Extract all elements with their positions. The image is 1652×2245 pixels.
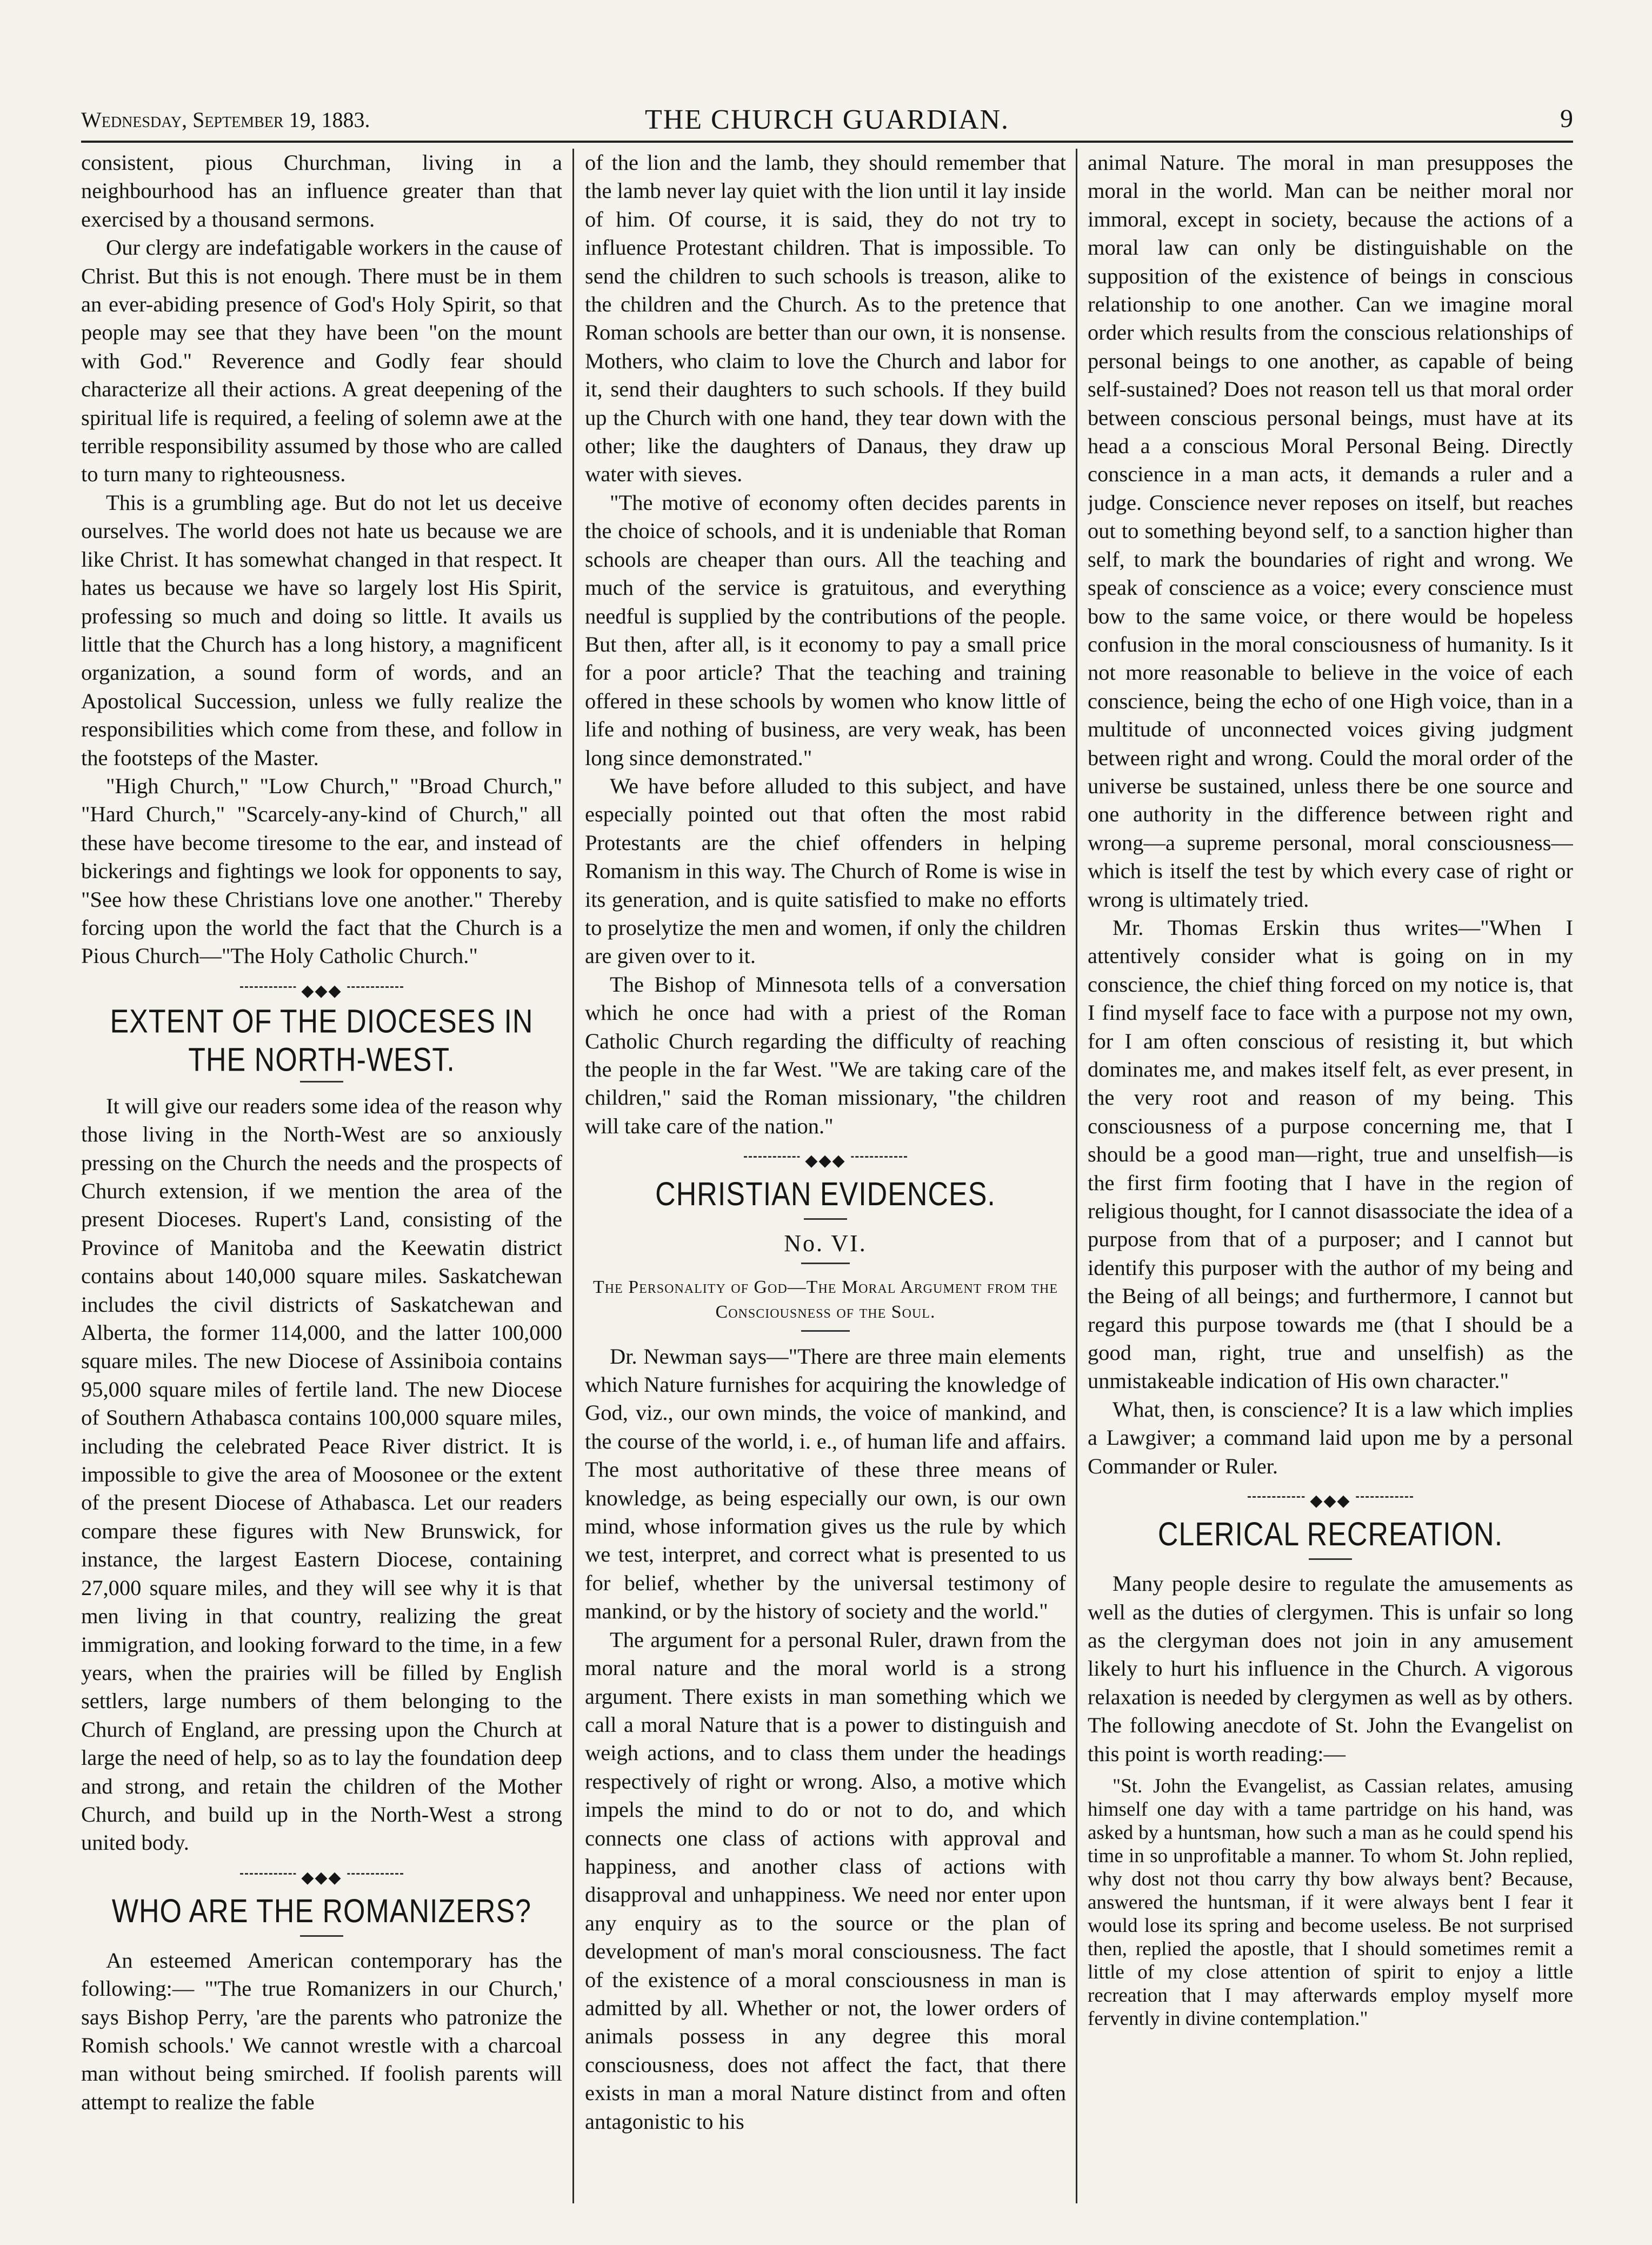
column-3 xyxy=(1088,149,1573,2203)
column-1 xyxy=(81,149,562,2203)
article-subtitle: The Personality of God—The Moral Argument from the Consciousness of the Soul. xyxy=(592,1277,1058,1322)
paragraph: It will give our readers some idea of the reason why those living in the North-West are so anxiously pressing on the Church the needs and the prospects of Church extension, if we mention the area of the present Dioceses. Rupert's Land, consisting of the Province of Manitoba and the Keewatin district contains about 140,000 square miles. Saskatchewan includes the civil districts of Saskatchewan and Alberta, the former 114,000, and the latter 100,000 square miles. The new Diocese of Assiniboia contains 95,000 square miles of fertile land. The new Diocese of Southern Athabasca contains 100,000 square miles, including the celebrated Peace River district. It is impossible to give the area of Moosonee or the extent of the present Diocese of Athabasca. Let our readers compare these figures with New Brunswick, for instance, the largest Eastern Diocese, containing 27,000 square miles, and they will see why it is that men living in that country, realizing the great immigration, and looking forward to the time, in a few years, when the prairies will be filled by English settlers, large numbers of them belonging to the Church of England, are pressing upon the Church at large the need of help, so as to lay the foundation deep and strong, and retain the children of the Mother Church, and build up in the North-West a strong united body. xyxy=(81,1093,562,1855)
column-rule xyxy=(1076,149,1077,2203)
paragraph: An esteemed American contemporary has the following:— "'The true Romanizers in our Church,' says Bishop Perry, 'are the parents who patronize the Romish schools.' We cannot wrestle with a charcoal man without being smirched. If foolish parents will attempt to realize the fable xyxy=(81,1948,562,2114)
page-number: 9 xyxy=(1560,104,1573,133)
newspaper-title: THE CHURCH GUARDIAN. xyxy=(644,104,1010,135)
paragraph: Mr. Thomas Erskin thus writes—"When I attentively consider what is going on in my conscience, the chief thing forced on my notice is, that I find myself face to face with a purpose not my own, for I am often conscious of resisting it, but which dominates me, and makes itself felt, as ever present, in the very root and reason of my being. This consciousness of a purpose concerning me, that I should be a good man—right, true and unselfish—is the first firm footing that I have in the region of religious thought, for I cannot disassociate the idea of a purpose from that of a purposer; and I cannot but identify this purposer with the author of my being and the Being of all beings; and furthermore, I cannot but regard this purpose towards me (that I should be a good man, right, true and unselfish) as the unmistakeable indication of His own character." xyxy=(1088,915,1573,1393)
paragraph: consistent, pious Churchman, living in a neighbourhood has an influence greater than that exercised by a thousand sermons. xyxy=(81,150,562,231)
column-rule xyxy=(572,149,574,2203)
heading-rule xyxy=(300,1935,343,1937)
paragraph: Many people desire to regulate the amusements as well as the duties of clergymen. This is unfair so long as the clergyman does not join in any amusement likely to hurt his influence in the Church. A vigorous relaxation is needed by clergymen as well as by others. The following anecdote of St. John the Evangelist on this point is worth reading:— xyxy=(1088,1571,1573,1766)
paragraph: Our clergy are indefatigable workers in the cause of Christ. But this is not enough. There must be in them an ever-abiding presence of God's Holy Spirit, so that people may see that they have been "on the mount with God." Reverence and Godly fear should characterize all their actions. A great deepening of the spiritual life is required, a feeling of solemn awe at the terrible responsibility assumed by those who are called to turn many to righteousness. xyxy=(81,235,562,487)
quoted-anecdote: "St. John the Evangelist, as Cassian relates, amusing himself one day with a tame partridge on his hand, was asked by a huntsman, how such a man as he could spend his time in so unprofitable a manner. To whom St. John replied, why dost not thou carry thy bow always bent? Because, answered the huntsman, if it were always bent I fear it would lose its spring and become useless. Be not surprised then, replied the apostle, that I should sometimes remit a little of my close attention of spirit to enjoy a little recreation that I may afterwards employ myself more fervently in divine contemplation." xyxy=(1088,1775,1573,2030)
masthead xyxy=(81,103,1573,143)
paragraph: animal Nature. The moral in man presupposes the moral in the world. Man can be neither moral nor immoral, except in society, because the actions of a moral law can only be distinguishable on the supposition of the existence of beings in conscious relationship to one another. Can we imagine moral order which results from the conscious relationships of personal beings to one another, as capable of being self-sustained? Does not reason tell us that moral order between conscious personal beings, must have at its head a a conscious Moral Personal Being. Directly conscience in a man acts, it demands a ruler and a judge. Conscience never reposes on itself, but reaches out to something beyond self, to a sanction higher than self, to mark the boundaries of right and wrong. We speak of conscience as a voice; every conscience must bow to the same voice, or there would be hopeless confusion in the moral consciousness of humanity. Is it not more reasonable to believe in the voice of each conscience, being the echo of one High voice, than in a multitude of unconnected voices giving judgment between right and wrong. Could the moral order of the universe be sustained, unless there be one source and one authority in the difference between right and wrong—a supreme personal, moral consciousness—which is itself the test by which every case of right or wrong is ultimately tried. xyxy=(1088,150,1573,912)
heading-rule xyxy=(1309,1558,1352,1560)
paragraph: The Bishop of Minnesota tells of a conversation which he once had with a priest of the Roman Catholic Church regarding the difficulty of reaching the people in the far West. "We are taking care of the children," said the Roman missionary, "the children will take care of the nation." xyxy=(585,972,1066,1138)
article-heading: WHO ARE THE ROMANIZERS? xyxy=(111,1892,532,1930)
paragraph: This is a grumbling age. But do not let us deceive ourselves. The world does not hate us because we are like Christ. It has somewhat changed in that respect. It hates us because we have so largely lost His Spirit, professing so much and doing so little. It avails us little that the Church has a long history, a magnificent organization, a sound form of words, and an Apostolical Succession, unless we fully realize the responsibilities which come from these, and follow in the footsteps of the Master. xyxy=(81,490,562,770)
section-separator: ◆◆◆ xyxy=(81,1863,562,1884)
article-heading: CHRISTIAN EVIDENCES. xyxy=(655,1175,996,1213)
section-separator: ◆◆◆ xyxy=(1088,1486,1573,1507)
heading-rule xyxy=(804,1218,847,1220)
paragraph: "The motive of economy often decides parents in the choice of schools, and it is undeniable that Roman schools are cheaper than ours. All the teaching and much of the service is gratuitous, and everything needful is supplied by the contributions of the people. But then, after all, is it economy to pay a small price for a poor article? That the teaching and training offered in these schools by women who know little of life and nothing of business, are very weak, has been long since demonstrated." xyxy=(585,490,1066,770)
heading-rule xyxy=(801,1263,850,1264)
heading-rule xyxy=(801,1330,850,1332)
section-separator: ◆◆◆ xyxy=(81,976,562,998)
series-number: No. VI. xyxy=(784,1230,867,1257)
article-heading: CLERICAL RECREATION. xyxy=(1157,1516,1503,1553)
paragraph: "High Church," "Low Church," "Broad Church," "Hard Church," "Scarcely-any-kind of Church," all these have become tiresome to the ear, and instead of bickerings and fightings we look for opponents to say, "See how these Christians love one another." Thereby forcing upon the world the fact that the Church is a Pious Church—"The Holy Catholic Church." xyxy=(81,773,562,968)
issue-date: Wednesday, September 19, 1883. xyxy=(81,108,370,132)
paragraph: of the lion and the lamb, they should remember that the lamb never lay quiet with the lion until it lay inside of him. Of course, it is said, they do not try to influence Protestant children. That is impossible. To send the children to such schools is treason, alike to the children and the Church. As to the pretence that Roman schools are better than our own, it is nonsense. Mothers, who claim to love the Church and labor for it, send their daughters to such schools. If they build up the Church with one hand, they tear down with the other; like the daughters of Danaus, they draw up water with sieves. xyxy=(585,150,1066,487)
column-2 xyxy=(585,149,1066,2203)
paragraph: Dr. Newman says—"There are three main elements which Nature furnishes for acquiring the knowledge of God, viz., our own minds, the voice of mankind, and the course of the world, i. e., of human life and affairs. The most authoritative of these three means of knowledge, as being especially our own, is our own mind, whose information gives us the rule by which we test, interpret, and correct what is presented to us for belief, whether by the universal testimony of mankind, or by the history of society and the world." xyxy=(585,1344,1066,1624)
paragraph: What, then, is conscience? It is a law which implies a Lawgiver; a command laid upon me by a personal Commander or Ruler. xyxy=(1088,1397,1573,1478)
paragraph: The argument for a personal Ruler, drawn from the moral nature and the moral world is a strong argument. There exists in man something which we call a moral Nature that is a power to distinguish and weigh actions, and to class them under the headings respectively of right or wrong. Also, a motive which impels the mind to do or not to do, and which connects one class of actions with approval and happiness, and another class of actions with disapproval and unhappiness. We need nor enter upon any enquiry as to the source or the plan of development of man's moral consciousness. The fact of the existence of a moral consciousness in man is admitted by all. Whether or not, the lower orders of animals possess in any degree this moral consciousness, does not affect the fact, that there exists in man a moral Nature distinct from and often antagonistic to his xyxy=(585,1627,1066,2134)
section-separator: ◆◆◆ xyxy=(585,1146,1066,1167)
article-heading: EXTENT OF THE DIOCESES IN THE NORTH-WEST. xyxy=(110,1003,534,1079)
heading-rule xyxy=(300,1081,343,1082)
paragraph: We have before alluded to this subject, and have especially pointed out that often the most rabid Protestants are the chief offenders in helping Romanism in this way. The Church of Rome is wise in its generation, and is quite satisfied to make no efforts to proselytize the men and women, if only the children are given over to it. xyxy=(585,773,1066,968)
